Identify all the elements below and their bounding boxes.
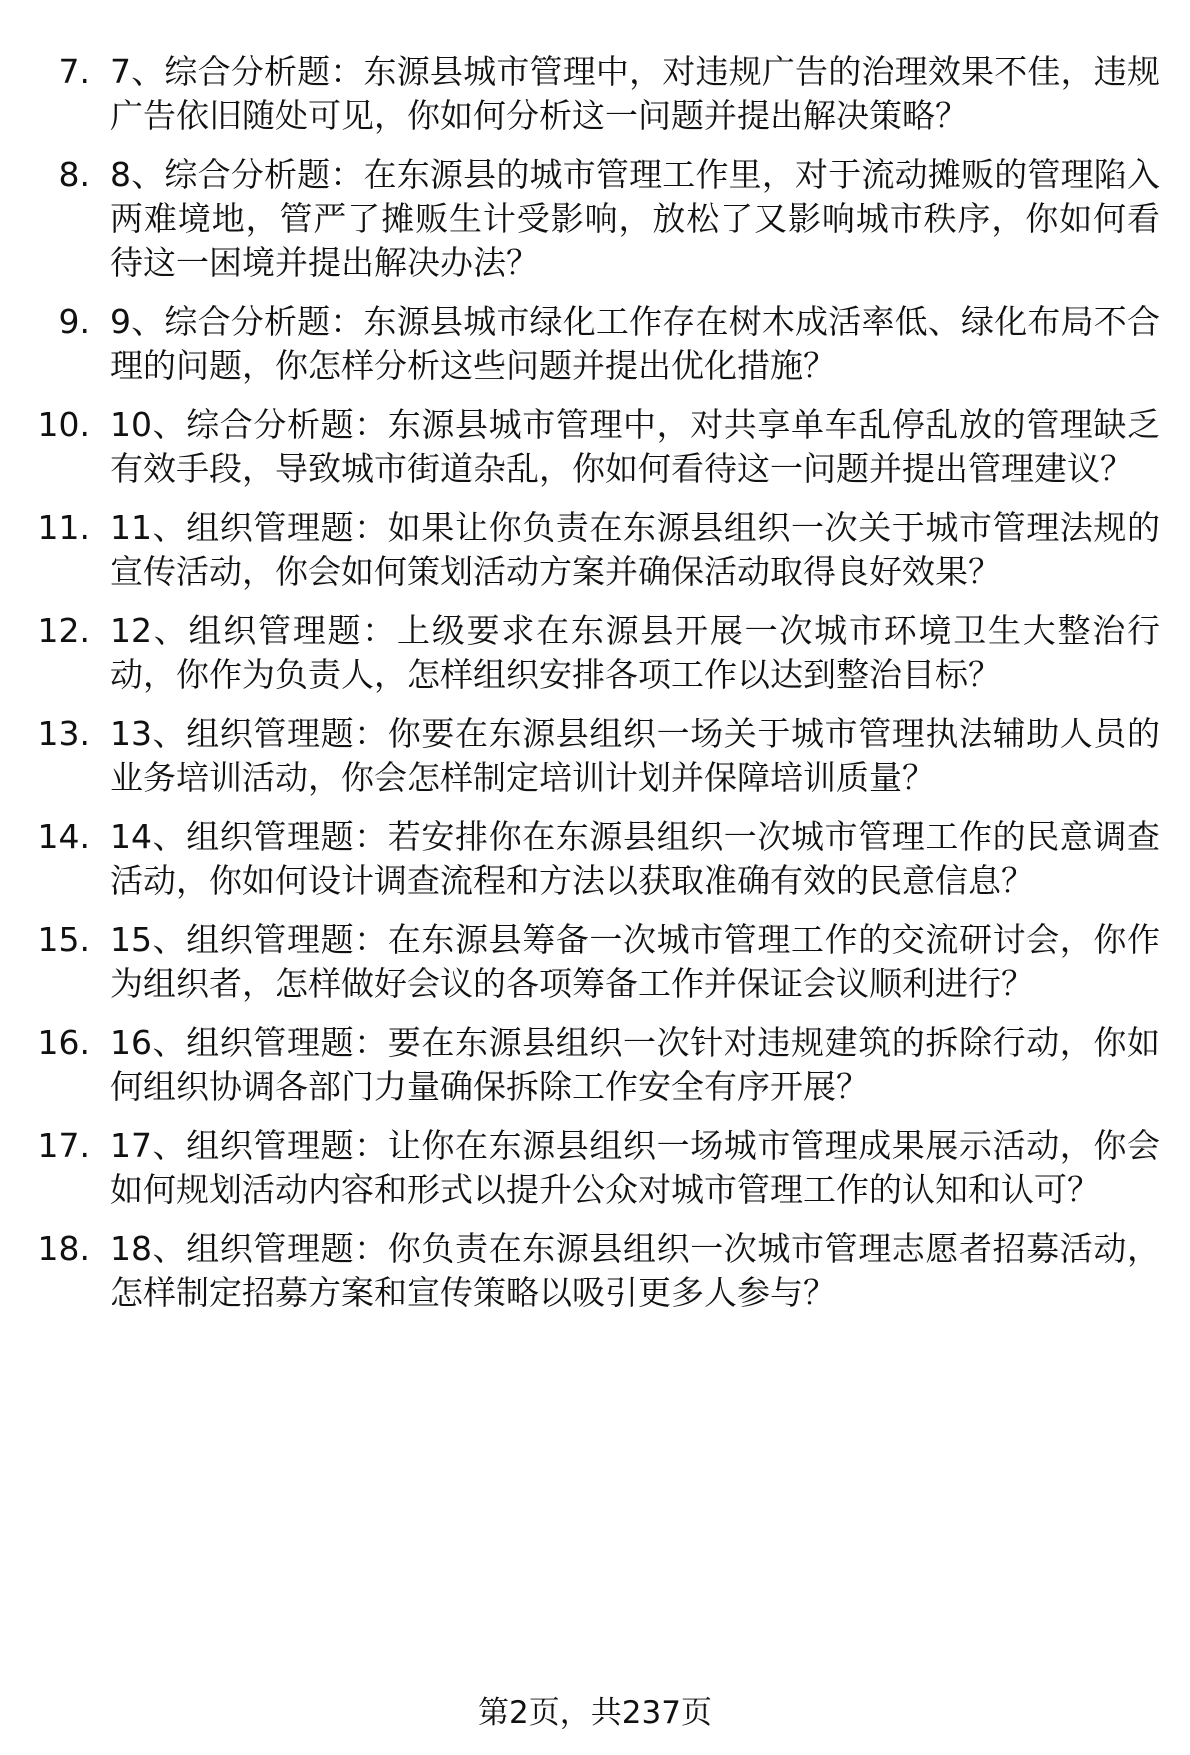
question-item xyxy=(0,918,1190,1006)
question-number: 12. xyxy=(37,611,90,650)
question-text: 13、组织管理题：你要在东源县组织一场关于城市管理执法辅助人员的业务培训活动，你会怎样制定培训计划并保障培训质量？ xyxy=(110,714,1160,797)
question-number: 16. xyxy=(37,1023,90,1062)
question-item xyxy=(0,300,1190,388)
question-item xyxy=(0,712,1190,800)
question-number: 14. xyxy=(37,817,90,856)
page-footer: 第2页，共237页 xyxy=(478,1695,712,1731)
question-text: 17、组织管理题：让你在东源县组织一场城市管理成果展示活动，你会如何规划活动内容和形式以提升公众对城市管理工作的认知和认可？ xyxy=(110,1126,1160,1209)
question-item xyxy=(0,403,1190,491)
question-number: 10. xyxy=(37,405,90,444)
question-number: 8. xyxy=(58,155,90,194)
question-text: 14、组织管理题：若安排你在东源县组织一次城市管理工作的民意调查活动，你如何设计调查流程和方法以获取准确有效的民意信息？ xyxy=(110,817,1160,900)
question-number: 15. xyxy=(37,920,90,959)
question-text: 16、组织管理题：要在东源县组织一次针对违规建筑的拆除行动，你如何组织协调各部门力量确保拆除工作安全有序开展？ xyxy=(110,1023,1160,1106)
question-number: 18. xyxy=(37,1229,90,1268)
question-number: 11. xyxy=(37,508,90,547)
question-text: 9、综合分析题：东源县城市绿化工作存在树木成活率低、绿化布局不合理的问题，你怎样分析这些问题并提出优化措施？ xyxy=(110,302,1160,385)
question-item xyxy=(0,609,1190,697)
question-number: 7. xyxy=(58,52,90,91)
question-item xyxy=(0,1124,1190,1212)
question-item xyxy=(0,815,1190,903)
question-text: 18、组织管理题：你负责在东源县组织一次城市管理志愿者招募活动，怎样制定招募方案和宣传策略以吸引更多人参与？ xyxy=(110,1229,1160,1312)
question-number: 17. xyxy=(37,1126,90,1165)
question-item xyxy=(0,506,1190,594)
question-text: 11、组织管理题：如果让你负责在东源县组织一次关于城市管理法规的宣传活动，你会如何策划活动方案并确保活动取得良好效果？ xyxy=(110,508,1160,591)
question-text: 10、综合分析题：东源县城市管理中，对共享单车乱停乱放的管理缺乏有效手段，导致城市街道杂乱，你如何看待这一问题并提出管理建议？ xyxy=(110,405,1160,488)
question-text: 7、综合分析题：东源县城市管理中，对违规广告的治理效果不佳，违规广告依旧随处可见，你如何分析这一问题并提出解决策略？ xyxy=(110,52,1160,135)
question-item xyxy=(0,1021,1190,1109)
question-item xyxy=(0,50,1190,138)
question-number: 9. xyxy=(58,302,90,341)
question-text: 15、组织管理题：在东源县筹备一次城市管理工作的交流研讨会，你作为组织者，怎样做好会议的各项筹备工作并保证会议顺利进行？ xyxy=(110,920,1160,1003)
question-list xyxy=(0,50,1190,1330)
question-item xyxy=(0,1227,1190,1315)
question-text: 8、综合分析题：在东源县的城市管理工作里，对于流动摊贩的管理陷入两难境地，管严了摊贩生计受影响，放松了又影响城市秩序，你如何看待这一困境并提出解决办法？ xyxy=(110,155,1160,282)
question-number: 13. xyxy=(37,714,90,753)
question-item xyxy=(0,153,1190,285)
question-text: 12、组织管理题：上级要求在东源县开展一次城市环境卫生大整治行动，你作为负责人，怎样组织安排各项工作以达到整治目标？ xyxy=(110,611,1160,694)
